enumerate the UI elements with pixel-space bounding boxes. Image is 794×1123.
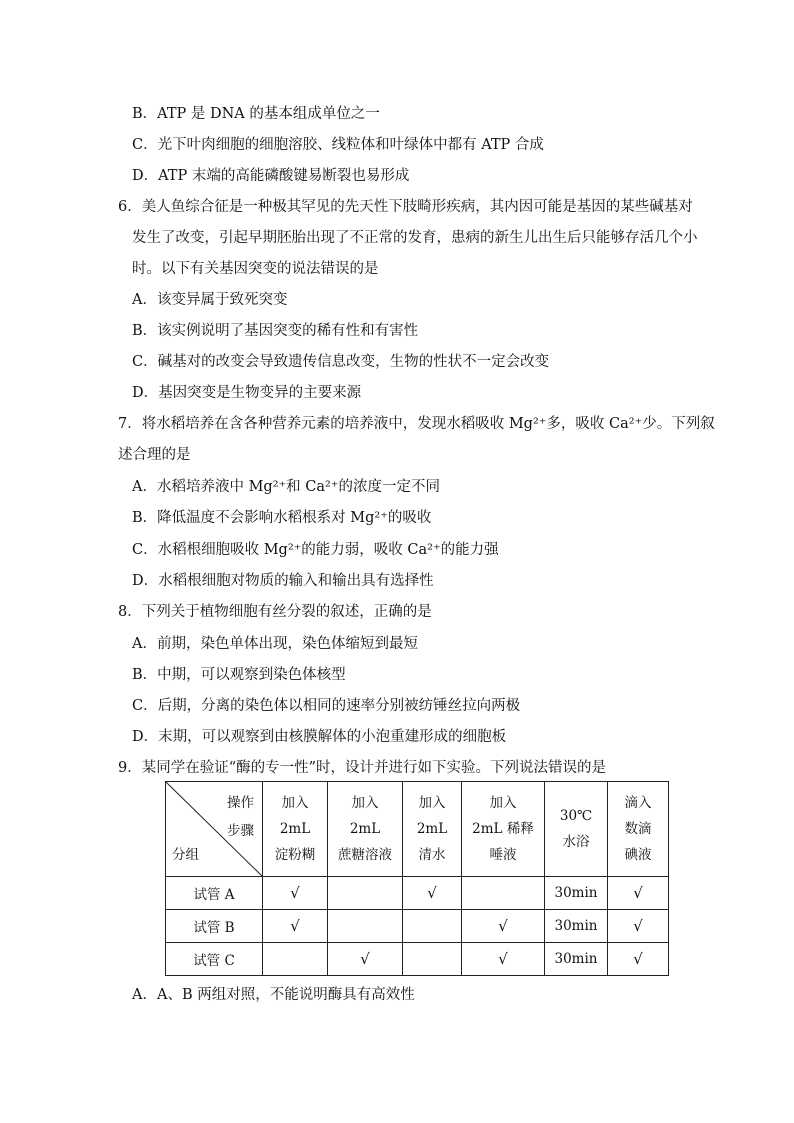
table-cell: 30min (545, 910, 608, 943)
table-cell: 30min (545, 877, 608, 910)
q7-stem-line2: 述合理的是 (118, 447, 191, 463)
q7-stem-line1: 7．将水稻培养在含各种营养元素的培养液中，发现水稻吸收 Mg²⁺多，吸收 Ca²⁺少。下列叙 (118, 416, 715, 432)
q5-option-d: D．ATP 末端的高能磷酸键易断裂也易形成 (132, 168, 410, 184)
q9-option-a: A．A、B 两组对照，不能说明酶具有高效性 (132, 987, 415, 1003)
table-row-tube-c (166, 943, 669, 976)
row-label: 试管 C (166, 943, 263, 976)
corner-cell (166, 782, 263, 877)
table-cell: √ (263, 910, 328, 943)
q5-option-b: B．ATP 是 DNA 的基本组成单位之一 (132, 106, 380, 122)
table-header-row (166, 782, 669, 877)
q8-option-b: B．中期，可以观察到染色体核型 (132, 667, 346, 683)
q8-option-c: C．后期，分离的染色体以相同的速率分别被纺锤丝拉向两极 (132, 698, 521, 714)
q6-option-b: B．该实例说明了基因突变的稀有性和有害性 (132, 323, 419, 339)
q6-option-c: C．碱基对的改变会导致遗传信息改变，生物的性状不一定会改变 (132, 354, 550, 370)
header-iodine: 滴入 数滴 碘液 (608, 782, 669, 877)
q7-option-c: C．水稻根细胞吸收 Mg²⁺的能力弱，吸收 Ca²⁺的能力强 (132, 542, 499, 558)
q5-option-c: C．光下叶肉细胞的细胞溶胶、线粒体和叶绿体中都有 ATP 合成 (132, 137, 544, 153)
header-starch: 加入 2mL 淀粉糊 (263, 782, 328, 877)
table-cell (403, 943, 462, 976)
table-cell (328, 877, 403, 910)
table-cell: √ (263, 877, 328, 910)
q7-option-b: B．降低温度不会影响水稻根系对 Mg²⁺的吸收 (132, 510, 432, 526)
table-cell: √ (462, 910, 545, 943)
header-saliva: 加入 2mL 稀释 唾液 (462, 782, 545, 877)
table-cell (462, 877, 545, 910)
corner-label-group: 分组 (172, 847, 199, 863)
table-cell: √ (462, 943, 545, 976)
q8-option-a: A．前期，染色单体出现，染色体缩短到最短 (132, 636, 418, 652)
experiment-table (165, 781, 669, 976)
q6-stem-line3: 时。以下有关基因突变的说法错误的是 (132, 261, 379, 277)
table-cell: √ (608, 943, 669, 976)
table-row-tube-b (166, 910, 669, 943)
table-cell: √ (328, 943, 403, 976)
table-cell (403, 910, 462, 943)
q7-option-d: D．水稻根细胞对物质的输入和输出具有选择性 (132, 573, 434, 589)
q8-option-d: D．末期，可以观察到由核膜解体的小泡重建形成的细胞板 (132, 729, 507, 745)
table-cell (263, 943, 328, 976)
header-water-bath: 30℃ 水浴 (545, 782, 608, 877)
table-row-tube-a (166, 877, 669, 910)
q6-stem-line1: 6．美人鱼综合征是一种极其罕见的先天性下肢畸形疾病，其内因可能是基因的某些碱基对 (118, 199, 693, 215)
corner-label-operation: 操作 (227, 795, 254, 811)
q6-option-d: D．基因突变是生物变异的主要来源 (132, 385, 362, 401)
header-water: 加入 2mL 清水 (403, 782, 462, 877)
q6-option-a: A．该变异属于致死突变 (132, 292, 288, 308)
q9-stem: 9．某同学在验证“酶的专一性”时，设计并进行如下实验。下列说法错误的是 (118, 760, 607, 776)
header-sucrose: 加入 2mL 蔗糖溶液 (328, 782, 403, 877)
q8-stem: 8．下列关于植物细胞有丝分裂的叙述，正确的是 (118, 604, 432, 620)
corner-label-step: 步骤 (227, 823, 254, 839)
q6-stem-line2: 发生了改变，引起早期胚胎出现了不正常的发育，患病的新生儿出生后只能够存活几个小 (132, 230, 698, 246)
table-cell: √ (403, 877, 462, 910)
row-label: 试管 A (166, 877, 263, 910)
table-cell: 30min (545, 943, 608, 976)
row-label: 试管 B (166, 910, 263, 943)
q7-option-a: A．水稻培养液中 Mg²⁺和 Ca²⁺的浓度一定不同 (132, 479, 440, 495)
table-cell (328, 910, 403, 943)
table-cell: √ (608, 910, 669, 943)
table-cell: √ (608, 877, 669, 910)
